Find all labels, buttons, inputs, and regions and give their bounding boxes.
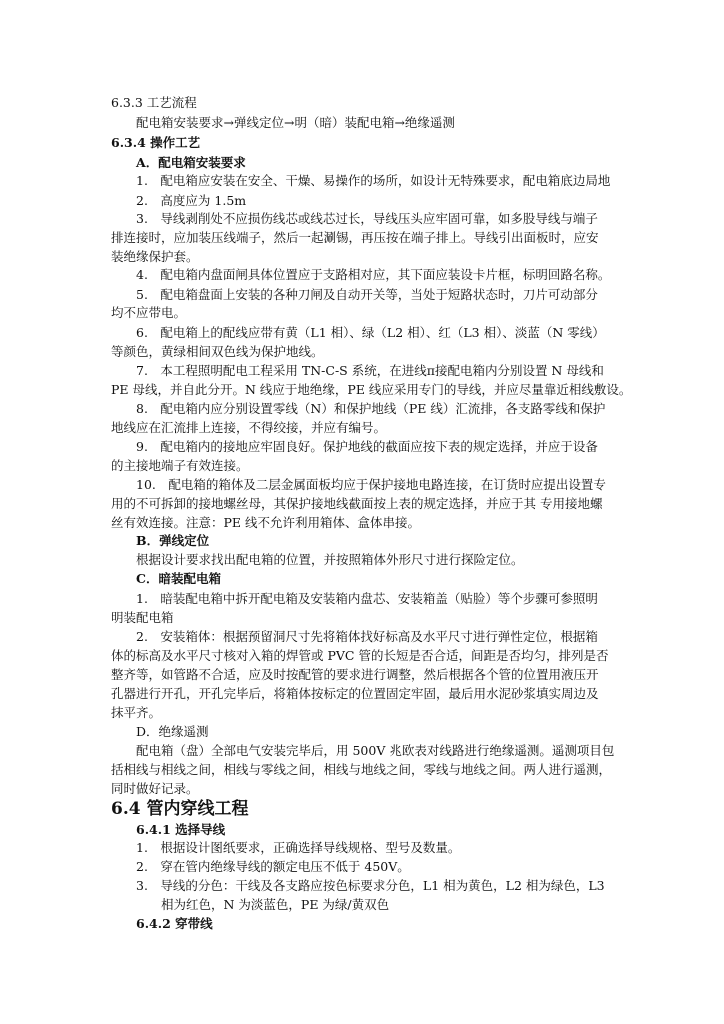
- a-item-line: 用的不可拆卸的接地螺丝母，其保护接地线截面按上表的规定选择，并应于其 专用接地螺: [111, 496, 603, 511]
- subsection-b-title: B．弹线定位: [136, 533, 210, 548]
- c-item-line: 明装配电箱: [111, 610, 174, 625]
- a-item-line: 1. 配电箱应安装在安全、干燥、易操作的场所，如设计无特殊要求，配电箱底边局地: [136, 173, 611, 188]
- a-item-line: 7. 本工程照明配电工程采用 TN-C-S 系统，在进线π接配电箱内分别设置 N 母线和: [136, 363, 604, 378]
- subsection-c-title: C．暗装配电箱: [136, 571, 221, 586]
- section-6-4-1-title: 6.4.1 选择导线: [136, 822, 226, 837]
- a-item-line: 的主接地端子有效连接。: [111, 458, 249, 473]
- section-6-3-4-title: 6.3.4 操作工艺: [111, 135, 201, 150]
- section-6-4-2-title: 6.4.2 穿带线: [136, 916, 213, 931]
- b-text: 根据设计要求找出配电箱的位置，并按照箱体外形尺寸进行探险定位。: [136, 552, 524, 567]
- a-item-line: 丝有效连接。注意：PE 线不允许利用箱体、盒体串接。: [111, 515, 421, 530]
- subsection-a-title: A．配电箱安装要求: [136, 155, 246, 170]
- a-item-line: 排连接时，应加装压线端子，然后一起涮锡，再压按在端子排上。导线引出面板时，应安: [111, 230, 599, 245]
- a-item-line: 均不应带电。: [111, 305, 187, 320]
- a-item-line: 5. 配电箱盘面上安装的各种刀闸及自动开关等，当处于短路状态时，刀片可动部分: [136, 287, 598, 302]
- a-item-line: 6. 配电箱上的配线应带有黄（L1 相）、绿（L2 相）、红（L3 相）、淡蓝（N 零线）: [136, 325, 605, 340]
- process-flow-text: 配电箱安装要求→弹线定位→明（暗）装配电箱→绝缘遥测: [136, 115, 455, 130]
- d-item-line: 配电箱（盘）全部电气安装完毕后，用 500V 兆欧表对线路进行绝缘遥测。遥测项目包: [136, 743, 615, 758]
- a-item-line: 10. 配电箱的箱体及二层金属面板均应于保护接地电路连接，在订货时应提出设置专: [136, 477, 606, 492]
- c-item-line: 1. 暗装配电箱中拆开配电箱及安装箱内盘芯、安装箱盖（贴脸）等个步骤可参照明: [136, 591, 598, 606]
- subsection-d-title: D．绝缘遥测: [136, 724, 209, 739]
- a-item-line: 装绝缘保护套。: [111, 249, 199, 264]
- section-6-3-3-title: 6.3.3 工艺流程: [111, 95, 197, 110]
- c-item-line: 体的标高及水平尺寸核对入箱的焊管或 PVC 管的长短是否合适，间距是否均匀，排列是否: [111, 648, 609, 663]
- a-item-line: 等颜色，黄绿相间双色线为保护地线。: [111, 344, 324, 359]
- s641-item-line: 2. 穿在管内绝缘导线的额定电压不低于 450V。: [136, 859, 410, 874]
- s641-item-line: 3. 导线的分色：干线及各支路应按色标要求分色，L1 相为黄色，L2 相为绿色，L3: [136, 878, 605, 893]
- section-6-4-title: 6.4 管内穿线工程: [111, 799, 249, 819]
- d-item-line: 括相线与相线之间，相线与零线之间，相线与地线之间，零线与地线之间。两人进行遥测，: [111, 762, 612, 777]
- a-item-line: 地线应在汇流排上连接，不得绞接，并应有编号。: [111, 420, 387, 435]
- c-item-line: 2. 安装箱体：根据预留洞尺寸先将箱体找好标高及水平尺寸进行弹性定位，根据箱: [136, 629, 598, 644]
- a-item-line: 3. 导线剥削处不应损伤线芯或线芯过长，导线压头应牢固可靠，如多股导线与端子: [136, 211, 598, 226]
- s641-item-line: 1. 根据设计图纸要求，正确选择导线规格、型号及数量。: [136, 840, 461, 855]
- c-item-line: 整齐等，如管路不合适，应及时按配管的要求进行调整，然后根据各个管的位置用液压开: [111, 667, 599, 682]
- a-item-line: 9. 配电箱内的接地应牢固良好。保护地线的截面应按下表的规定选择，并应于设备: [136, 439, 598, 454]
- c-item-line: 孔器进行开孔，开孔完毕后，将箱体按标定的位置固定牢固，最后用水泥砂浆填实周边及: [111, 686, 599, 701]
- d-item-line: 同时做好记录。: [111, 781, 199, 796]
- s641-item-line: 相为红色，N 为淡蓝色，PE 为绿/黄双色: [161, 897, 390, 912]
- a-item-line: 4. 配电箱内盘面闸具体位置应于支路相对应，其下面应装设卡片框，标明回路名称。: [136, 267, 611, 282]
- a-item-line: 2. 高度应为 1.5m: [136, 193, 247, 208]
- c-item-line: 抹平齐。: [111, 705, 162, 720]
- a-item-line: 8. 配电箱内应分别设置零线（N）和保护地线（PE 线）汇流排，各支路零线和保护: [136, 401, 606, 416]
- a-item-line: PE 母线，并自此分开。N 线应于地绝缘，PE 线应采用专门的导线，并应尽量靠近相线敷设。: [111, 382, 632, 397]
